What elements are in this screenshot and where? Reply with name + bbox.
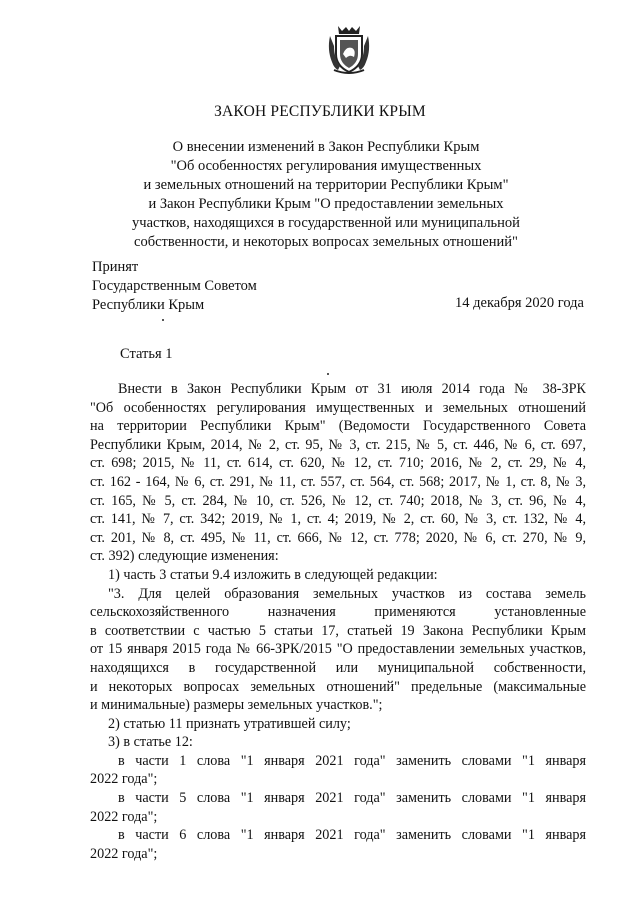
body-line: "Об особенностях регулирования имущественных и земельных отношений (90, 399, 586, 416)
crimea-coat-of-arms-icon (326, 24, 372, 74)
body-line: в части 6 слова "1 января 2021 года" заменить словами "1 января (118, 827, 586, 844)
body-line: Внести в Закон Республики Крым от 31 июля 2014 года № 38-ЗРК (118, 381, 586, 397)
law-title: ЗАКОН РЕСПУБЛИКИ КРЫМ (214, 103, 426, 120)
body-line: "3. Для целей образования земельных участков из состава земель (108, 585, 586, 602)
body-line: и минимальные) размеры земельных участков."; (90, 697, 383, 714)
adoption-line: Государственным Советом (92, 278, 257, 294)
body-line: 2022 года"; (90, 808, 158, 825)
body-line: в части 5 слова "1 января 2021 года" заменить словами "1 января (118, 790, 586, 807)
law-subtitle (100, 138, 552, 252)
body-line: 2022 года"; (90, 845, 158, 862)
adoption-date: 14 декабря 2020 года (455, 295, 584, 311)
body-line: 1) часть 3 статьи 9.4 изложить в следующей редакции: (108, 566, 438, 583)
body-line: от 15 января 2015 года № 66-ЗРК/2015 "О предоставлении земельных участков, (90, 641, 586, 658)
adoption-line: Принят (92, 259, 139, 275)
body-line: ст. 698; 2015, № 11, ст. 614, ст. 620, № 12, ст. 710; 2016, № 2, ст. 29, № 4, (90, 455, 586, 472)
body-line: 2022 года"; (90, 771, 158, 788)
body-line: 2) статью 11 признать утратившей силу; (108, 715, 351, 732)
body-line: ст. 162 - 164, № 6, ст. 291, № 11, ст. 557, ст. 564, ст. 568; 2017, № 1, ст. 8, № 3, (90, 473, 586, 490)
body-line: и некоторых вопросах земельных отношений" предельные (максимальные (90, 678, 586, 695)
body-line: находящихся в государственной или муниципальной собственности, (90, 659, 586, 676)
body-line: ст. 392) следующие изменения: (90, 548, 279, 565)
body-line: на территории Республики Крым" (Ведомости Государственного Совета (90, 418, 586, 435)
subtitle-line: и земельных отношений на территории Республики Крым" (143, 177, 509, 193)
scan-speck (162, 319, 164, 321)
body-line: в части 1 слова "1 января 2021 года" заменить словами "1 января (118, 752, 586, 769)
subtitle-line: "Об особенностях регулирования имущественных (170, 158, 482, 174)
body-line: ст. 165, № 5, ст. 284, № 10, ст. 526, № 12, ст. 740; 2018, № 3, ст. 96, № 4, (90, 492, 586, 509)
body-line: в соответствии с частью 5 статьи 17, статьей 19 Закона Республики Крым (90, 622, 586, 639)
adoption-block (92, 258, 257, 315)
scan-speck (327, 373, 329, 375)
article-body (90, 380, 586, 863)
body-line: ст. 201, № 8, ст. 495, № 11, ст. 666, № 12, ст. 778; 2020, № 6, ст. 270, № 9, (90, 529, 586, 546)
body-line: 3) в статье 12: (108, 734, 193, 751)
article-heading: Статья 1 (120, 346, 173, 362)
subtitle-line: О внесении изменений в Закон Республики Крым (172, 139, 480, 155)
subtitle-line: собственности, и некоторых вопросах земельных отношений" (134, 234, 518, 250)
subtitle-line: и Закон Республики Крым "О предоставлении земельных (148, 196, 504, 212)
body-line: Республики Крым, 2014, № 2, ст. 95, № 3, ст. 215, № 5, ст. 446, № 6, ст. 697, (90, 436, 586, 453)
adoption-line: Республики Крым (92, 297, 205, 313)
body-line: ст. 141, № 7, ст. 342; 2019, № 1, ст. 4; 2019, № 2, ст. 60, № 3, ст. 132, № 4, (90, 511, 586, 528)
subtitle-line: участков, находящихся в государственной или муниципальной (132, 215, 520, 231)
body-line: сельскохозяйственного назначения применяются установленные (90, 604, 586, 621)
